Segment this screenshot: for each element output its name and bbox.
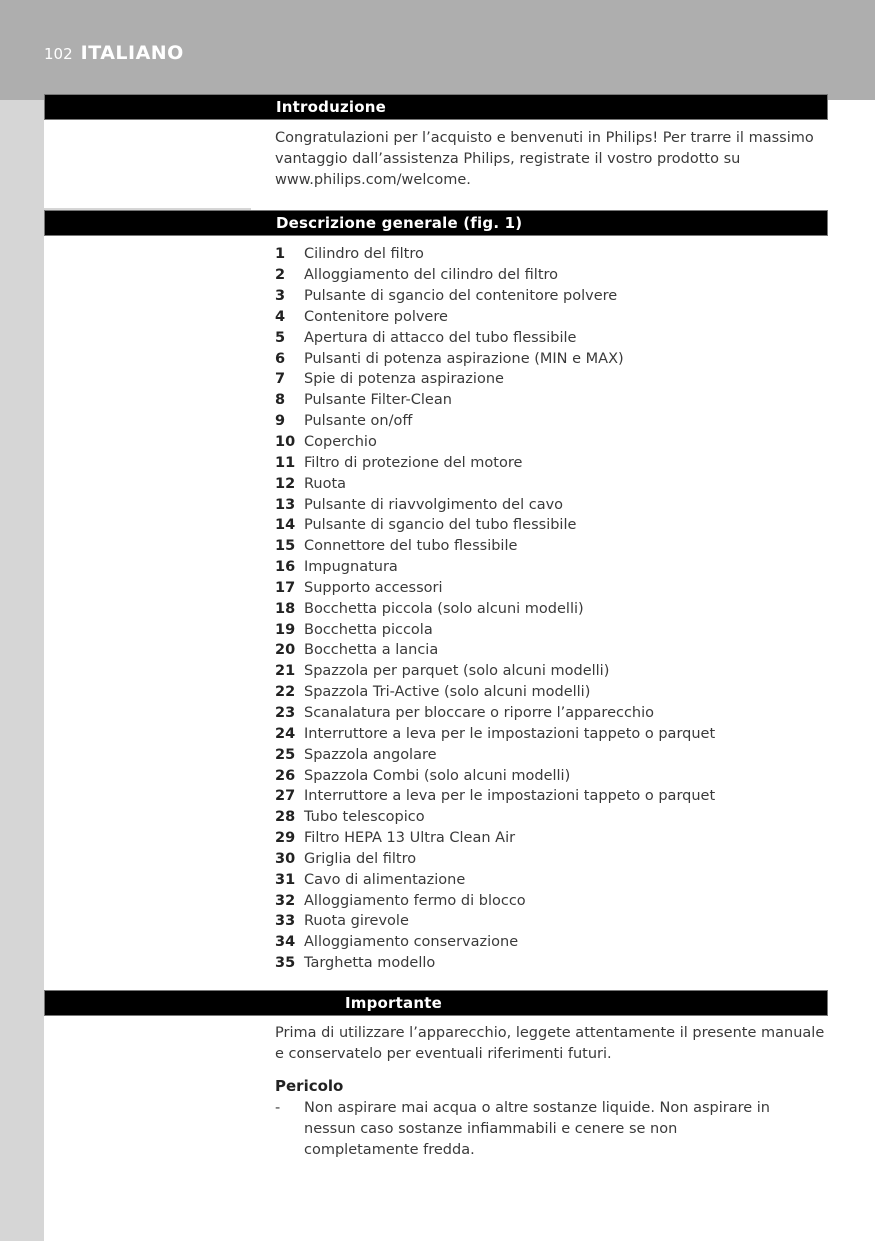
section-title: Introduzione xyxy=(276,98,386,116)
item-text: Pulsante Filter-Clean xyxy=(304,392,452,409)
list-item xyxy=(275,911,831,932)
danger-list-item xyxy=(275,1098,815,1161)
list-item xyxy=(275,723,831,744)
list-item xyxy=(275,452,831,473)
item-number: 32 xyxy=(275,892,296,909)
item-number: 10 xyxy=(275,434,296,451)
item-text: Filtro di protezione del motore xyxy=(304,454,523,471)
item-text: Supporto accessori xyxy=(304,579,443,596)
item-number: 31 xyxy=(275,871,296,888)
parts-list xyxy=(275,244,831,974)
item-number: 14 xyxy=(275,517,296,534)
section-title: Descrizione generale (fig. 1) xyxy=(276,214,523,232)
list-item xyxy=(275,432,831,453)
item-number: 11 xyxy=(275,454,296,471)
language-title: ITALIANO xyxy=(80,42,184,64)
item-number: 4 xyxy=(275,308,286,325)
item-number: 28 xyxy=(275,809,296,826)
item-text: Pulsante on/off xyxy=(304,413,413,430)
list-item xyxy=(275,473,831,494)
item-text: Scanalatura per bloccare o riporre l’apparecchio xyxy=(304,704,655,721)
item-text: Pulsante di sgancio del contenitore polvere xyxy=(304,288,618,305)
item-number: 16 xyxy=(275,559,296,576)
item-text: Apertura di attacco del tubo flessibile xyxy=(304,329,577,346)
margin-box xyxy=(44,120,251,208)
item-text: Interruttore a leva per le impostazioni tappeto o parquet xyxy=(304,725,716,742)
item-text: Cavo di alimentazione xyxy=(304,871,466,888)
intro-paragraph: Congratulazioni per l’acquisto e benvenuti in Philips! Per trarre il massimo vantaggio dall’assistenza Philips, registrate il vostro prodotto su www.philips.com/welcome. xyxy=(275,130,814,188)
list-item xyxy=(275,807,831,828)
item-number: 33 xyxy=(275,913,296,930)
list-item xyxy=(275,619,831,640)
list-item xyxy=(275,682,831,703)
section-header-descrizione-generale xyxy=(44,210,828,236)
important-paragraph: Prima di utilizzare l’apparecchio, leggete attentamente il presente manuale e conservatelo per eventuali riferimenti futuri. xyxy=(275,1025,825,1062)
item-text: Ruota xyxy=(304,475,347,492)
item-text: Bocchetta piccola (solo alcuni modelli) xyxy=(304,600,584,617)
item-number: 19 xyxy=(275,621,296,638)
item-text: Coperchio xyxy=(304,434,377,451)
list-item xyxy=(275,244,831,265)
item-number: 6 xyxy=(275,350,286,367)
item-text: Pulsanti di potenza aspirazione (MIN e MAX) xyxy=(304,350,624,367)
list-item xyxy=(275,327,831,348)
item-text: Alloggiamento del cilindro del filtro xyxy=(304,267,559,284)
item-text: Spazzola Tri-Active (solo alcuni modelli) xyxy=(304,684,591,701)
list-item xyxy=(275,411,831,432)
list-item xyxy=(275,536,831,557)
list-item xyxy=(275,390,831,411)
item-text: Spie di potenza aspirazione xyxy=(304,371,504,388)
list-item xyxy=(275,661,831,682)
item-number: 27 xyxy=(275,788,296,805)
item-number: 5 xyxy=(275,329,286,346)
list-item xyxy=(275,348,831,369)
item-text: Spazzola Combi (solo alcuni modelli) xyxy=(304,767,571,784)
item-number: 9 xyxy=(275,413,286,430)
item-number: 13 xyxy=(275,496,296,513)
item-text: Tubo telescopico xyxy=(304,809,425,826)
section-title: Importante xyxy=(345,994,442,1012)
list-item xyxy=(275,557,831,578)
item-number: 30 xyxy=(275,850,296,867)
item-text: Ruota girevole xyxy=(304,913,409,930)
item-number: 21 xyxy=(275,663,296,680)
item-text: Cilindro del filtro xyxy=(304,246,424,263)
list-item xyxy=(275,744,831,765)
item-text: Pulsante di riavvolgimento del cavo xyxy=(304,496,564,513)
danger-heading: Pericolo xyxy=(275,1077,344,1095)
list-item xyxy=(275,869,831,890)
item-number: 1 xyxy=(275,246,286,263)
list-item xyxy=(275,578,831,599)
list-item xyxy=(275,786,831,807)
item-text: Impugnatura xyxy=(304,559,398,576)
list-item xyxy=(275,598,831,619)
item-number: 20 xyxy=(275,642,296,659)
list-item xyxy=(275,703,831,724)
danger-item-text: Non aspirare mai acqua o altre sostanze liquide. Non aspirare in nessun caso sostanze infiammabili e cenere se non completamente fredda. xyxy=(304,1100,770,1158)
item-text: Connettore del tubo flessibile xyxy=(304,538,518,555)
item-number: 18 xyxy=(275,600,296,617)
item-number: 3 xyxy=(275,288,286,305)
item-text: Contenitore polvere xyxy=(304,308,448,325)
item-number: 25 xyxy=(275,746,296,763)
page-header xyxy=(44,42,184,70)
item-number: 35 xyxy=(275,955,296,972)
item-text: Bocchetta a lancia xyxy=(304,642,439,659)
list-item xyxy=(275,640,831,661)
list-item xyxy=(275,848,831,869)
list-item xyxy=(275,265,831,286)
section-header-importante xyxy=(44,990,828,1016)
list-item xyxy=(275,494,831,515)
item-number: 15 xyxy=(275,538,296,555)
item-text: Targhetta modello xyxy=(304,955,436,972)
list-item xyxy=(275,307,831,328)
item-number: 12 xyxy=(275,475,296,492)
item-text: Alloggiamento conservazione xyxy=(304,934,519,951)
item-number: 2 xyxy=(275,267,286,284)
item-text: Filtro HEPA 13 Ultra Clean Air xyxy=(304,830,516,847)
item-number: 24 xyxy=(275,725,296,742)
item-text: Griglia del filtro xyxy=(304,850,417,867)
list-item xyxy=(275,765,831,786)
item-number: 17 xyxy=(275,579,296,596)
list-item xyxy=(275,369,831,390)
item-text: Alloggiamento fermo di blocco xyxy=(304,892,526,909)
list-item xyxy=(275,286,831,307)
list-item xyxy=(275,515,831,536)
item-text: Spazzola per parquet (solo alcuni modelli) xyxy=(304,663,610,680)
item-text: Interruttore a leva per le impostazioni tappeto o parquet xyxy=(304,788,716,805)
item-number: 34 xyxy=(275,934,296,951)
section-header-introduzione xyxy=(44,94,828,120)
item-number: 7 xyxy=(275,371,286,388)
item-text: Bocchetta piccola xyxy=(304,621,433,638)
list-item xyxy=(275,953,831,974)
item-text: Pulsante di sgancio del tubo flessibile xyxy=(304,517,577,534)
item-number: 26 xyxy=(275,767,296,784)
item-number: 8 xyxy=(275,392,286,409)
item-text: Spazzola angolare xyxy=(304,746,437,763)
item-number: 22 xyxy=(275,684,296,701)
list-item xyxy=(275,890,831,911)
margin-box xyxy=(44,236,251,990)
list-bullet: - xyxy=(275,1100,281,1116)
margin-box xyxy=(44,1016,251,1241)
page-number: 102 xyxy=(44,45,73,63)
item-number: 23 xyxy=(275,704,296,721)
list-item xyxy=(275,932,831,953)
list-item xyxy=(275,828,831,849)
item-number: 29 xyxy=(275,830,296,847)
